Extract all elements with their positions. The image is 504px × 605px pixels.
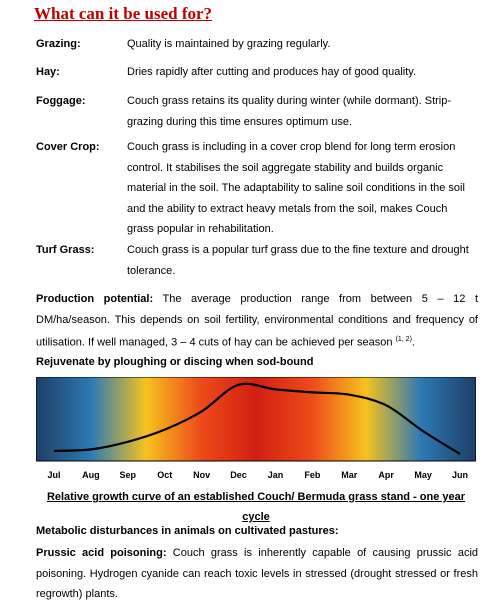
use-description xyxy=(127,137,484,240)
x-tick-label: Jan xyxy=(268,470,284,480)
chart-caption: Relative growth curve of an established Couch/ Bermuda grass stand - one year cycle xyxy=(36,487,476,527)
x-tick-label: Dec xyxy=(230,470,247,480)
production-text: The average production range from between 5 – 12 t DM/ha/season. This depends on soil fertility, environmental conditions and frequency of utilisation. If well managed, 3 – 4 cuts of hay can be achieved per season xyxy=(36,293,478,349)
growth-chart-svg xyxy=(36,377,476,485)
use-description xyxy=(127,34,484,55)
use-term: Hay: xyxy=(36,62,60,83)
x-tick-label: Aug xyxy=(82,470,100,480)
use-line: tolerance. xyxy=(127,261,484,282)
metabolic-heading: Metabolic disturbances in animals on cultivated pastures: xyxy=(36,525,339,537)
x-tick-label: Jun xyxy=(452,470,468,480)
x-tick-label: Oct xyxy=(157,470,172,480)
use-description xyxy=(127,240,484,281)
use-line: grass popular in rehabilitation. xyxy=(127,219,484,240)
reference-superscript: (1, 2) xyxy=(396,336,412,343)
prussic-paragraph xyxy=(36,543,478,605)
production-paragraph xyxy=(36,289,478,353)
production-text-end: . xyxy=(412,337,415,349)
x-tick-label: May xyxy=(414,470,432,480)
x-tick-label: Apr xyxy=(378,470,394,480)
use-term: Turf Grass: xyxy=(36,240,94,261)
prussic-text: Couch grass is inherently capable of causing prussic acid poisoning. Hydrogen cyanide can reach toxic levels in stressed (drought stressed or fresh regrowth) plants. xyxy=(36,547,478,600)
use-line: material in the soil. The adaptability to saline soil conditions in the soil xyxy=(127,178,484,199)
production-label: Production potential: xyxy=(36,293,153,305)
use-line: Quality is maintained by grazing regularly. xyxy=(127,34,484,55)
use-term: Cover Crop: xyxy=(36,137,100,158)
x-tick-label: Feb xyxy=(304,470,321,480)
x-tick-label: Mar xyxy=(341,470,358,480)
x-tick-label: Jul xyxy=(47,470,60,480)
x-tick-label: Nov xyxy=(193,470,210,480)
use-term: Foggage: xyxy=(36,91,86,112)
x-tick-label: Sep xyxy=(120,470,137,480)
chart-title: Rejuvenate by ploughing or discing when sod-bound xyxy=(36,356,313,368)
use-term: Grazing: xyxy=(36,34,81,55)
prussic-label: Prussic acid poisoning: xyxy=(36,547,167,559)
use-line: Couch grass is a popular turf grass due to the fine texture and drought xyxy=(127,240,484,261)
use-description xyxy=(127,62,484,83)
use-line: Couch grass is including in a cover crop blend for long term erosion xyxy=(127,137,484,158)
use-line: and the ability to extract heavy metals from the soil, makes Couch xyxy=(127,199,484,220)
use-line: Dries rapidly after cutting and produces hay of good quality. xyxy=(127,62,484,83)
use-line: grazing during this time ensures optimum use. xyxy=(127,112,484,133)
use-line: Couch grass retains its quality during winter (while dormant). Strip- xyxy=(127,91,484,112)
use-description xyxy=(127,91,484,132)
section-heading: What can it be used for? xyxy=(34,4,212,24)
use-line: control. It stabilises the soil aggregate stability and builds organic xyxy=(127,158,484,179)
growth-chart xyxy=(36,377,476,485)
